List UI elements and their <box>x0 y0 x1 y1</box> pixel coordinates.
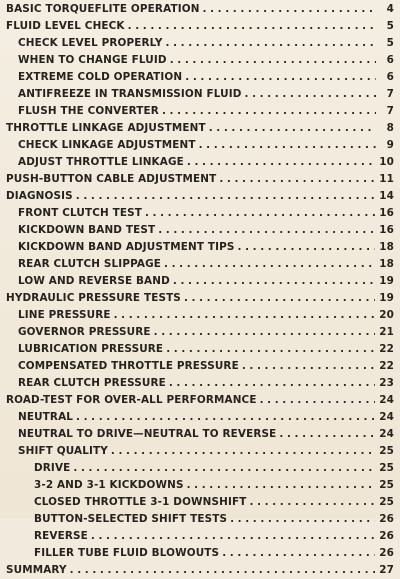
dot-leader <box>209 120 376 137</box>
toc-entry-title: SHIFT QUALITY <box>18 445 108 457</box>
toc-entry-page-number: 5 <box>386 20 394 32</box>
toc-entry[interactable] <box>0 392 400 409</box>
dot-leader <box>166 341 375 358</box>
toc-entry-page-number: 23 <box>379 377 394 389</box>
toc-entry[interactable] <box>0 69 400 86</box>
toc-entry[interactable] <box>0 86 400 103</box>
toc-entry-title: CLOSED THROTTLE 3-1 DOWNSHIFT <box>34 496 247 508</box>
toc-entry-page-number: 22 <box>379 343 394 355</box>
dot-leader <box>219 171 375 188</box>
toc-entry-title: LOW AND REVERSE BAND <box>18 275 170 287</box>
toc-entry-title: THROTTLE LINKAGE ADJUSTMENT <box>6 122 206 134</box>
toc-entry-title: ROAD-TEST FOR OVER-ALL PERFORMANCE <box>6 394 257 406</box>
toc-entry[interactable] <box>0 443 400 460</box>
toc-entry[interactable] <box>0 103 400 120</box>
toc-entry[interactable] <box>0 222 400 239</box>
toc-entry[interactable] <box>0 460 400 477</box>
toc-entry-title: DIAGNOSIS <box>6 190 73 202</box>
toc-entry-page-number: 18 <box>379 258 394 270</box>
toc-entry-page-number: 27 <box>379 564 394 576</box>
dot-leader <box>203 1 376 18</box>
dot-leader <box>154 324 376 341</box>
toc-entry-title: CHECK LINKAGE ADJUSTMENT <box>18 139 196 151</box>
toc-entry-page-number: 26 <box>379 530 394 542</box>
toc-entry-title: KICKDOWN BAND ADJUSTMENT TIPS <box>18 241 235 253</box>
table-of-contents <box>0 1 400 579</box>
toc-entry-page-number: 6 <box>386 71 394 83</box>
toc-entry-page-number: 25 <box>379 445 394 457</box>
toc-entry-title: CHECK LEVEL PROPERLY <box>18 37 163 49</box>
toc-entry-page-number: 18 <box>379 241 394 253</box>
toc-entry[interactable] <box>0 35 400 52</box>
toc-entry-title: FLUID LEVEL CHECK <box>6 20 125 32</box>
dot-leader <box>169 375 375 392</box>
toc-entry-title: REVERSE <box>34 530 88 542</box>
dot-leader <box>145 205 375 222</box>
toc-entry-title: EXTREME COLD OPERATION <box>18 71 183 83</box>
dot-leader <box>164 256 375 273</box>
toc-entry-title: KICKDOWN BAND TEST <box>18 224 156 236</box>
toc-entry-page-number: 25 <box>379 496 394 508</box>
toc-entry-page-number: 11 <box>379 173 394 185</box>
toc-entry[interactable] <box>0 358 400 375</box>
toc-entry-title: REAR CLUTCH PRESSURE <box>18 377 166 389</box>
toc-entry-title: DRIVE <box>34 462 71 474</box>
toc-entry[interactable] <box>0 528 400 545</box>
dot-leader <box>245 86 376 103</box>
dot-leader <box>260 392 376 409</box>
toc-entry[interactable] <box>0 171 400 188</box>
dot-leader <box>76 409 375 426</box>
toc-entry-page-number: 5 <box>386 37 394 49</box>
toc-entry-page-number: 20 <box>379 309 394 321</box>
toc-entry-title: COMPENSATED THROTTLE PRESSURE <box>18 360 239 372</box>
dot-leader <box>230 511 375 528</box>
toc-entry-page-number: 19 <box>379 292 394 304</box>
toc-entry[interactable] <box>0 324 400 341</box>
toc-entry-title: FRONT CLUTCH TEST <box>18 207 142 219</box>
dot-leader <box>111 443 375 460</box>
toc-entry-title: FILLER TUBE FLUID BLOWOUTS <box>34 547 220 559</box>
dot-leader <box>242 358 375 375</box>
toc-entry-page-number: 6 <box>386 54 394 66</box>
toc-entry-page-number: 8 <box>386 122 394 134</box>
dot-leader <box>170 52 376 69</box>
toc-entry[interactable] <box>0 477 400 494</box>
dot-leader <box>199 137 376 154</box>
toc-entry-title: LINE PRESSURE <box>18 309 111 321</box>
dot-leader <box>91 528 375 545</box>
toc-entry-page-number: 25 <box>379 462 394 474</box>
dot-leader <box>128 18 376 35</box>
toc-entry[interactable] <box>0 256 400 273</box>
toc-entry-title: LUBRICATION PRESSURE <box>18 343 164 355</box>
toc-entry[interactable] <box>0 511 400 528</box>
toc-entry-title: REAR CLUTCH SLIPPAGE <box>18 258 162 270</box>
toc-entry[interactable] <box>0 375 400 392</box>
dot-leader <box>187 477 376 494</box>
toc-entry-page-number: 26 <box>379 547 394 559</box>
toc-entry[interactable] <box>0 52 400 69</box>
toc-entry-title: FLUSH THE CONVERTER <box>18 105 159 117</box>
toc-entry-page-number: 24 <box>379 394 394 406</box>
dot-leader <box>187 154 375 171</box>
toc-entry[interactable] <box>0 409 400 426</box>
dot-leader <box>222 545 375 562</box>
dot-leader <box>184 290 375 307</box>
toc-entry[interactable] <box>0 1 400 18</box>
toc-entry-title: ANTIFREEZE IN TRANSMISSION FLUID <box>18 88 242 100</box>
toc-entry-title: GOVERNOR PRESSURE <box>18 326 151 338</box>
toc-entry[interactable] <box>0 205 400 222</box>
toc-entry-title: NEUTRAL TO DRIVE—NEUTRAL TO REVERSE <box>18 428 277 440</box>
toc-entry-title: HYDRAULIC PRESSURE TESTS <box>6 292 181 304</box>
toc-entry-title: NEUTRAL <box>18 411 74 423</box>
toc-entry-title: BUTTON-SELECTED SHIFT TESTS <box>34 513 228 525</box>
toc-entry-page-number: 22 <box>379 360 394 372</box>
dot-leader <box>185 69 376 86</box>
toc-entry-title: BASIC TORQUEFLITE OPERATION <box>6 3 200 15</box>
toc-entry-page-number: 21 <box>379 326 394 338</box>
toc-entry[interactable] <box>0 120 400 137</box>
toc-entry-page-number: 24 <box>379 411 394 423</box>
toc-entry[interactable] <box>0 239 400 256</box>
dot-leader <box>162 103 376 120</box>
toc-entry[interactable] <box>0 137 400 154</box>
dot-leader <box>76 188 375 205</box>
toc-entry-page-number: 25 <box>379 479 394 491</box>
toc-entry-page-number: 7 <box>386 88 394 100</box>
toc-entry-page-number: 19 <box>379 275 394 287</box>
dot-leader <box>166 35 377 52</box>
toc-entry[interactable] <box>0 18 400 35</box>
toc-entry[interactable] <box>0 273 400 290</box>
dot-leader <box>279 426 375 443</box>
toc-entry-page-number: 14 <box>379 190 394 202</box>
dot-leader <box>73 460 375 477</box>
toc-entry-page-number: 9 <box>386 139 394 151</box>
toc-entry-page-number: 16 <box>379 224 394 236</box>
toc-entry[interactable] <box>0 494 400 511</box>
toc-entry[interactable] <box>0 426 400 443</box>
toc-entry-title: ADJUST THROTTLE LINKAGE <box>18 156 184 168</box>
dot-leader <box>70 562 376 579</box>
dot-leader <box>114 307 376 324</box>
toc-entry-page-number: 26 <box>379 513 394 525</box>
toc-entry[interactable] <box>0 154 400 171</box>
toc-entry-page-number: 16 <box>379 207 394 219</box>
dot-leader <box>158 222 375 239</box>
toc-entry[interactable] <box>0 290 400 307</box>
toc-entry-title: PUSH-BUTTON CABLE ADJUSTMENT <box>6 173 217 185</box>
dot-leader <box>238 239 376 256</box>
toc-entry[interactable] <box>0 341 400 358</box>
dot-leader <box>173 273 375 290</box>
toc-entry-title: SUMMARY <box>6 564 67 576</box>
toc-entry-page-number: 10 <box>379 156 394 168</box>
toc-entry-title: WHEN TO CHANGE FLUID <box>18 54 167 66</box>
toc-entry-page-number: 24 <box>379 428 394 440</box>
toc-entry-title: 3-2 AND 3-1 KICKDOWNS <box>34 479 184 491</box>
toc-entry-page-number: 7 <box>386 105 394 117</box>
toc-entry[interactable] <box>0 545 400 562</box>
toc-entry[interactable] <box>0 562 400 579</box>
toc-entry[interactable] <box>0 188 400 205</box>
toc-entry-page-number: 4 <box>386 3 394 15</box>
dot-leader <box>250 494 376 511</box>
toc-entry[interactable] <box>0 307 400 324</box>
